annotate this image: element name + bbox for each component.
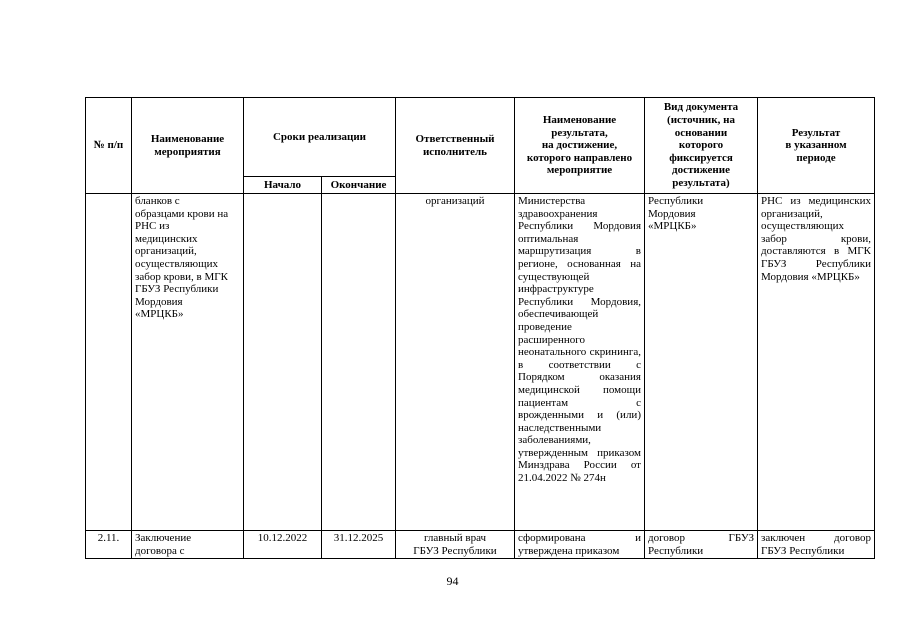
cell-num: 2.11. — [86, 531, 132, 559]
cell-end — [322, 194, 396, 531]
cell-period-result: РНС из медицинских организаций, осуществляющих забор крови, доставляются в МГК ГБУЗ Республики Мордовия «МРЦКБ» — [758, 194, 875, 531]
header-start: Начало — [244, 177, 322, 194]
header-terms: Сроки реализации — [244, 98, 396, 177]
header-event: Наименование мероприятия — [132, 98, 244, 194]
cell-doc-type: Республики Мордовия «МРЦКБ» — [645, 194, 758, 531]
cell-result-name: Министерства здравоохранения Республики Мордовия оптимальная маршрутизация в регионе, основанная на существующей инфраструктуре Республики Мордовия, обеспечивающей проведение расширенного неонатального скрининга, в соответствии с Порядком оказания медицинской помощи пациентам с врожденными и (или) наследственными заболеваниями, утвержденным приказом Минздрава России от 21.04.2022 № 274н — [515, 194, 645, 531]
header-end: Окончание — [322, 177, 396, 194]
table-row — [86, 194, 875, 531]
cell-event: Заключение договора с — [132, 531, 244, 559]
cell-end: 31.12.2025 — [322, 531, 396, 559]
cell-num — [86, 194, 132, 531]
header-doc-type: Вид документа (источник, на основании которого фиксируется достижение результата) — [645, 98, 758, 194]
cell-responsible: главный врач ГБУЗ Республики — [396, 531, 515, 559]
header-num: № п/п — [86, 98, 132, 194]
cell-responsible: организаций — [396, 194, 515, 531]
cell-doc-type: договор ГБУЗ Республики — [645, 531, 758, 559]
header-result-name: Наименование результата, на достижение, которого направлено мероприятие — [515, 98, 645, 194]
cell-period-result: заключен договор ГБУЗ Республики — [758, 531, 875, 559]
cell-result-name: сформирована и утверждена приказом — [515, 531, 645, 559]
document-table — [85, 97, 875, 559]
cell-start: 10.12.2022 — [244, 531, 322, 559]
table-row — [86, 531, 875, 559]
cell-event: бланков с образцами крови на РНС из медицинских организаций, осуществляющих забор крови, в МГК ГБУЗ Республики Мордовия «МРЦКБ» — [132, 194, 244, 531]
header-row-main — [86, 98, 875, 177]
page-number: 94 — [446, 574, 459, 588]
cell-start — [244, 194, 322, 531]
header-period-result: Результат в указанном периоде — [758, 98, 875, 194]
header-responsible: Ответственный исполнитель — [396, 98, 515, 194]
